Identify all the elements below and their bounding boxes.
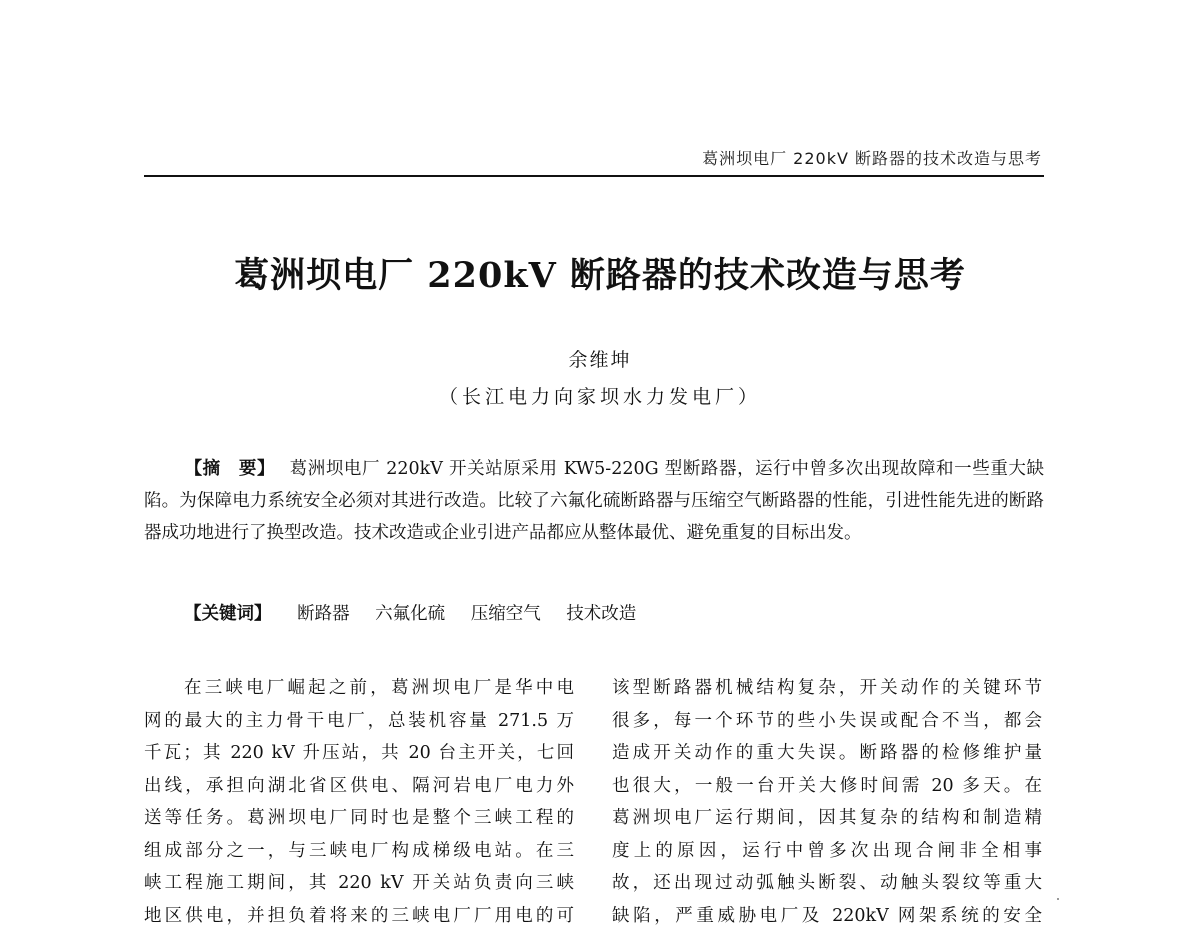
keyword: 技术改造 <box>566 604 637 624</box>
header-rule <box>144 175 1044 177</box>
text-line: 度上的原因，运行中曾多次出现合闸非全相事 <box>612 840 1042 861</box>
abstract-text: 葛洲坝电厂 220kV 开关站原采用 KW5-220G 型断路器，运行中曾多次出现故障和一些重大缺陷。为保障电力系统安全必须对其进行改造。比较了六氟化硫断路器与压缩空气断路器的性能，引进性能先进的断路器成功地进行了换型改造。技术改造或企业引进产品都应从整体最优、避免重复的目标出发。 <box>144 459 1045 543</box>
text-line: 组成部分之一，与三峡电厂构成梯级电站。在三 <box>144 840 574 861</box>
text-line: 出线，承担向湖北省区供电、隔河岩电厂电力外 <box>144 775 574 796</box>
text-line: 造成开关动作的重大失误。断路器的检修维护量 <box>612 743 1042 763</box>
scan-speck <box>1057 898 1059 900</box>
paper-title: 葛洲坝电厂 220kV 断路器的技术改造与思考 <box>234 255 966 296</box>
text-line: 故，还出现过动弧触头断裂、动触头裂纹等重大 <box>612 873 1042 893</box>
text-line: 该型断路器机械结构复杂，开关动作的关键环节 <box>612 678 1042 698</box>
text-line: 千瓦；其 220 kV 升压站，共 20 台主开关，七回 <box>144 743 574 763</box>
body-left-column <box>144 672 574 932</box>
text-line: 在三峡电厂崛起之前，葛洲坝电厂是华中电 <box>184 678 574 698</box>
text-line: 地区供电，并担负着将来的三峡电厂厂用电的可 <box>144 905 574 926</box>
keyword: 压缩空气 <box>470 604 541 624</box>
body-right-column <box>612 672 1042 932</box>
text-line: 送等任务。葛洲坝电厂同时也是整个三峡工程的 <box>144 808 574 828</box>
text-line: 也很大，一般一台开关大修时间需 20 多天。在 <box>612 775 1042 796</box>
text-line: 网的最大的主力骨干电厂，总装机容量 271.5 万 <box>144 710 574 731</box>
affiliation: （长江电力向家坝水力发电厂） <box>438 386 761 408</box>
text-line: 缺陷，严重威胁电厂及 220kV 网架系统的安全 <box>612 905 1042 926</box>
abstract <box>144 453 1044 549</box>
text-line: 峡工程施工期间，其 220 kV 开关站负责向三峡 <box>144 873 574 893</box>
author: 余维坤 <box>568 349 632 371</box>
running-head: 葛洲坝电厂 220kV 断路器的技术改造与思考 <box>702 149 1042 168</box>
abstract-label: 【摘 要】 <box>184 459 276 479</box>
keywords-label: 【关键词】 <box>184 604 272 624</box>
text-line: 很多，每一个环节的些小失误或配合不当，都会 <box>612 710 1042 731</box>
keywords <box>184 598 636 630</box>
keyword: 断路器 <box>297 604 350 624</box>
text-line: 葛洲坝电厂运行期间，因其复杂的结构和制造精 <box>612 808 1042 828</box>
keyword: 六氟化硫 <box>375 604 446 624</box>
